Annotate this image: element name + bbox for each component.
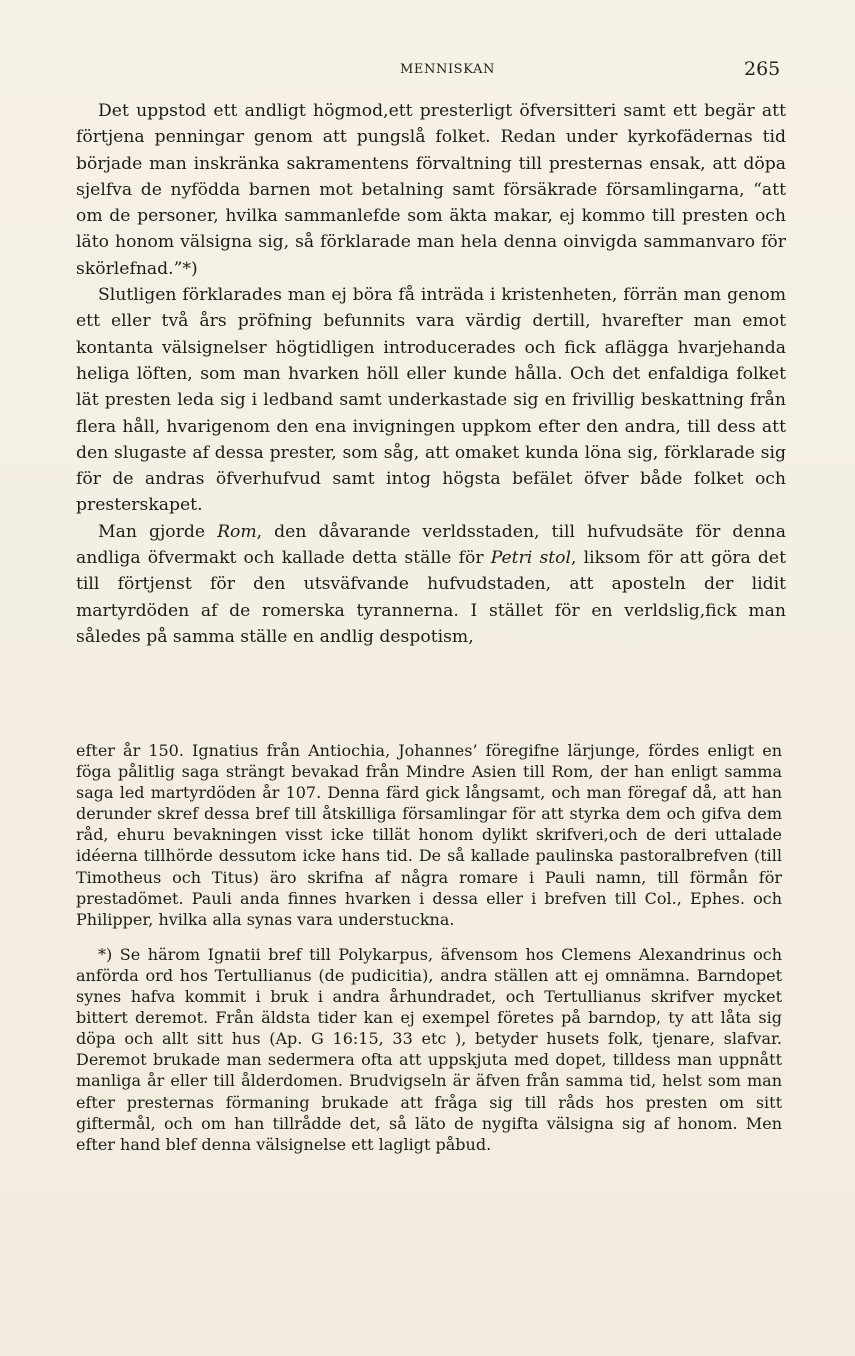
footnote-star: *) Se härom Ignatii bref till Polykarpus, äfvensom hos Clemens Alexandrinus och anförda ord hos Tertullianus (de pudicitia), andra ställen att ej omnämna. Barndopet synes hafva kommit i bruk i andra århundradet, och Tertullianus skrifver mycket bittert deremot. Från äldsta tider kan ej exempel företes på barndop, ty att låta sig döpa och allt sitt hus (Ap. G 16:15, 33 etc ), betyder husets folk, tjenare, slafvar. Deremot brukade man sedermera ofta att uppskjuta med dopet, tilldess man uppnått manliga år eller till ålderdomen. Brudvigseln är äfven från samma tid, helst som man efter presternas förmaning brukade att fråga sig till råds hos presten om sitt giftermål, och om han tillrådde det, så läto de nygifta välsigna sig af honom. Men efter hand blef denna välsignelse ett lagligt påbud. (76, 944, 782, 1154)
paragraph-3 (76, 519, 786, 650)
rom-italic: Rom (217, 521, 257, 542)
page-number: 265 (744, 58, 781, 80)
footnotes (76, 740, 782, 1155)
footnote-continuation: efter år 150. Ignatius från Antiochia, Johannes’ föregifne lärjunge, fördes enligt en föga pålitlig saga strängt bevakad från Mindre Asien till Rom, der han enligt samma saga led martyrdöden år 107. Denna färd gick långsamt, och man föregaf då, att han derunder skref dessa bref till åtskilliga församlingar för att styrka dem och gifva dem råd, ehuru bevakningen visst icke tillät honom dylikt skrifveri,och de deri uttalade idéerna tillhörde dessutom icke hans tid. De så kallade paulinska pastoralbrefven (till Timotheus och Titus) äro skrifna af några romare i Pauli namn, till förmån för prestadömet. Pauli anda finnes hvarken i dessa eller i brefven till Col., Ephes. och Philipper, hvilka alla synas vara understuckna. (76, 741, 782, 929)
main-text (76, 98, 786, 650)
paragraph-3-end: , liksom för att göra det till förtjenst för den utsväfvande hufvudstaden, att aposteln der lidit martyrdöden af de romerska tyrannerna. I stället för en verldslig,fick man således på samma ställe en andlig despotism, (76, 548, 786, 647)
running-title: MENNISKAN (400, 62, 495, 77)
paragraph-1: Det uppstod ett andligt högmod,ett presterligt öfversitteri samt ett begär att förtjena penningar genom att pungslå folket. Redan under kyrkofädernas tid började man inskränka sakramentens förvaltning till presternas ensak, att döpa sjelfva de nyfödda barnen mot betalning samt försäkrade församlingarna, “att om de personer, hvilka sammanlefde som äkta makar, ej kommo till presten och läto honom välsigna sig, så förklarade man hela denna oinvigda sammanvaro för skörlefnad.”*) (76, 101, 786, 279)
petri-stol-italic: Petri stol (490, 548, 572, 569)
paragraph-3-start: Man gjorde (98, 521, 218, 542)
paragraph-3-mid: , den dåvarande verldsstaden, till hufvudsäte för denna andliga öfvermakt och kallade detta ställe för (76, 521, 786, 569)
page-header (0, 58, 855, 84)
paragraph-2: Slutligen förklarades man ej böra få inträda i kristenheten, förrän man genom ett eller två års pröfning befunnits vara värdig dertill, hvarefter man emot kontanta välsignelser högtidligen introducerades och fick aflägga hvarjehanda heliga löften, som man hvarken höll eller kunde hålla. Och det enfaldiga folket lät presten leda sig i ledband samt underkastade sig en frivillig beskattning från flera håll, hvarigenom den ena invigningen uppkom efter den andra, till dess att den slugaste af dessa prester, som såg, att omaket kunda löna sig, förklarade sig för de andras öfverhufvud samt intog högsta befälet öfver både folket och presterskapet. (76, 285, 786, 516)
